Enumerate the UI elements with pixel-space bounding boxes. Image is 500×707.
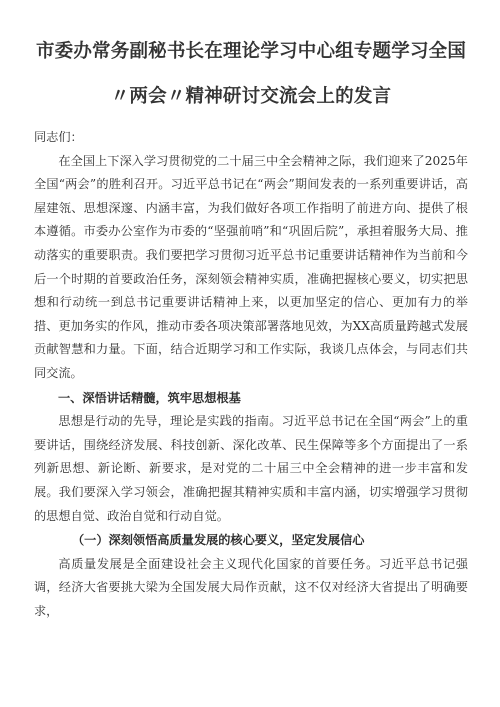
subsection-1-paragraph: 高质量发展是全面建设社会主义现代化国家的首要任务。习近平总书记强调，经济大省要挑大梁为全国发展大局作贡献，这不仅对经济大省提出了明确要求， xyxy=(34,556,468,618)
intro-paragraph: 在全国上下深入学习贯彻党的二十届三中全会精神之际，我们迎来了2025年全国“两会”的胜利召开。习近平总书记在“两会”期间发表的一系列重要讲话，高屋建瓴、思想深邃、内涵丰富，为我们做好各项工作指明了前进方向、提供了根本遵循。市委办公室作为市委的“坚强前哨”和“巩固后院”，承担着服务大局、推动落实的重要职责。我们要把学习贯彻习近平总书记重要讲话精神作为当前和今后一个时期的首要政治任务，深刻领会精神实质，准确把握核心要义，切实把思想和行动统一到总书记重要讲话精神上来，以更加坚定的信心、更加有力的举措、更加务实的作风，推动市委各项决策部署落地见效，为XX高质量跨越式发展贡献智慧和力量。下面，结合近期学习和工作实际，我谈几点体会，与同志们共同交流。 xyxy=(34,153,468,380)
section-1-paragraph: 思想是行动的先导，理论是实践的指南。习近平总书记在全国“两会”上的重要讲话，围绕经济发展、科技创新、深化改革、民生保障等多个方面提出了一系列新思想、新论断、新要求，是对党的二十届三中全会精神的进一步丰富和发展。我们要深入学习领会，准确把握其精神实质和丰富内涵，切实增强学习贯彻的思想自觉、政治自觉和行动自觉。 xyxy=(34,414,468,523)
section-1-heading: 一、深悟讲话精髓，筑牢思想根基 xyxy=(58,390,241,405)
document-title-line-2: 〃两会〃精神研讨交流会上的发言 xyxy=(110,86,392,107)
subsection-1-heading: （一）深刻领悟高质量发展的核心要义，坚定发展信心 xyxy=(72,533,365,548)
salutation: 同志们： xyxy=(34,130,83,144)
document-title-line-1: 市委办常务副秘书长在理论学习中心组专题学习全国 xyxy=(35,41,467,62)
